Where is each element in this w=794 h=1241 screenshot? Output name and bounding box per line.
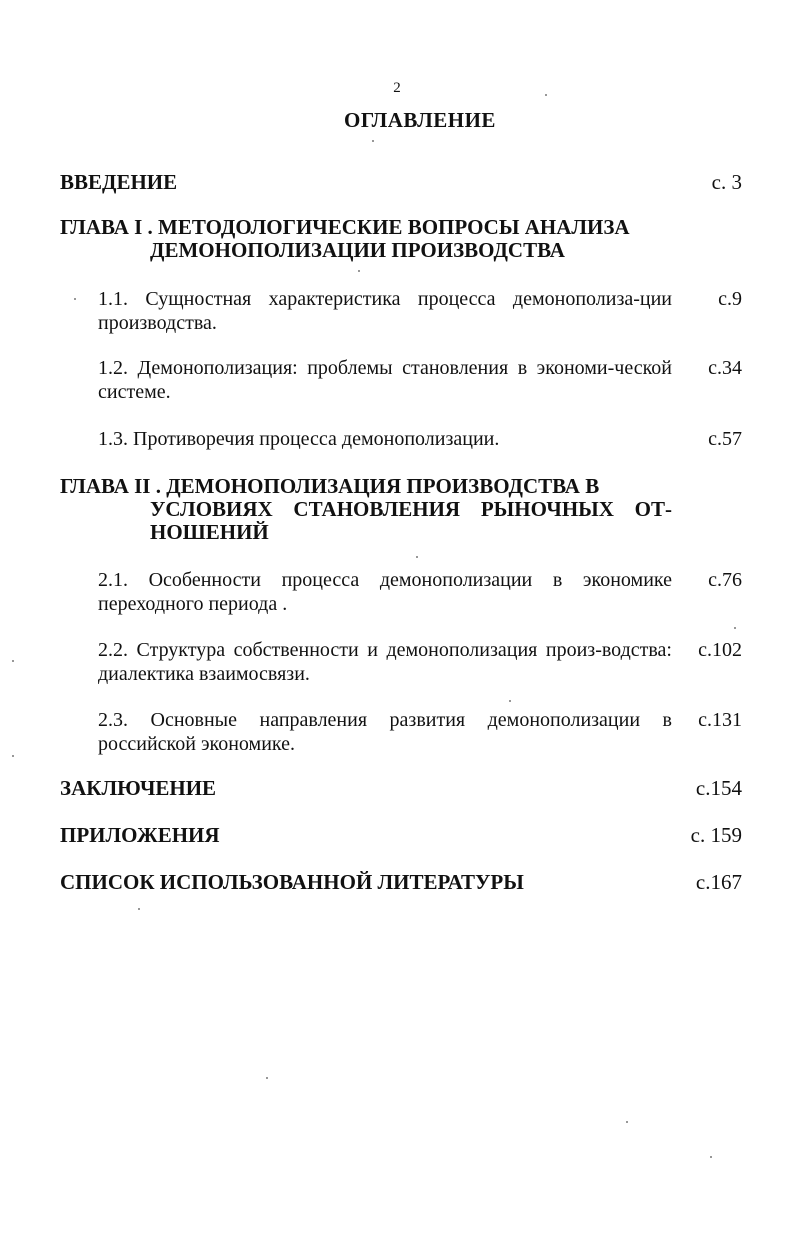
entry-label: СПИСОК ИСПОЛЬЗОВАННОЙ ЛИТЕРАТУРЫ xyxy=(60,870,524,894)
scan-speck xyxy=(710,1156,712,1158)
section-page-ref: с.102 xyxy=(698,639,742,661)
section-label: 1.2. Демонополизация: проблемы становления в экономи-ческой системе. xyxy=(98,357,672,403)
toc-entry-introduction xyxy=(60,170,742,194)
chapter-title xyxy=(60,216,672,262)
toc-chapter-2-heading xyxy=(60,475,742,544)
section-label: 1.1. Сущностная характеристика процесса демонополиза-ции производства. xyxy=(98,288,672,334)
chapter-title-line2: ДЕМОНОПОЛИЗАЦИИ ПРОИЗВОДСТВА xyxy=(150,238,565,262)
toc-entry-conclusion xyxy=(60,776,742,800)
scan-speck xyxy=(372,140,374,142)
chapter-title-line2: УСЛОВИЯХ СТАНОВЛЕНИЯ РЫНОЧНЫХ ОТ-НОШЕНИЙ xyxy=(150,497,672,544)
toc-section-1-1 xyxy=(98,287,742,335)
entry-page-ref: с.167 xyxy=(695,870,742,894)
section-page-ref: с.131 xyxy=(698,709,742,731)
scan-speck xyxy=(626,1121,628,1123)
section-label: 2.3. Основные направления развития демонополизации в российской экономике. xyxy=(98,709,672,755)
toc-section-2-3 xyxy=(98,708,742,756)
scan-speck xyxy=(416,556,418,558)
toc-section-2-1 xyxy=(98,568,742,616)
scan-speck xyxy=(358,270,360,272)
scan-speck xyxy=(266,1077,268,1079)
entry-label: ПРИЛОЖЕНИЯ xyxy=(60,823,220,847)
section-page-ref: с.9 xyxy=(718,288,742,310)
toc-entry-bibliography xyxy=(60,870,742,894)
section-label: 1.3. Противоречия процесса демонополизации. xyxy=(98,428,500,450)
scan-speck xyxy=(74,298,76,300)
toc-chapter-1-heading xyxy=(60,216,742,262)
entry-page-ref: с. 3 xyxy=(711,170,742,194)
toc-section-2-2 xyxy=(98,638,742,686)
section-label: 2.1. Особенности процесса демонополизации в экономике переходного периода . xyxy=(98,569,672,615)
section-label: 2.2. Структура собственности и демонополизация произ-водства: диалектика взаимосвязи. xyxy=(98,639,672,685)
scan-speck xyxy=(545,94,547,96)
scan-speck xyxy=(138,908,140,910)
section-page-ref: с.34 xyxy=(708,357,742,379)
entry-label: ЗАКЛЮЧЕНИЕ xyxy=(60,776,217,800)
section-page-ref: с.76 xyxy=(708,569,742,591)
toc-section-1-3 xyxy=(98,427,742,451)
scan-speck xyxy=(509,700,511,702)
entry-page-ref: с.154 xyxy=(695,776,742,800)
scan-speck xyxy=(12,660,14,662)
entry-label: ВВЕДЕНИЕ xyxy=(60,170,178,194)
chapter-title-line1: ГЛАВА I . МЕТОДОЛОГИЧЕСКИЕ ВОПРОСЫ АНАЛИЗА xyxy=(60,215,630,239)
section-page-ref: с.57 xyxy=(708,428,742,450)
chapter-title-line1: ГЛАВА II . ДЕМОНОПОЛИЗАЦИЯ ПРОИЗВОДСТВА В xyxy=(60,474,600,498)
toc-section-1-2 xyxy=(98,356,742,404)
entry-page-ref: с. 159 xyxy=(690,823,742,847)
scan-speck xyxy=(734,627,736,629)
toc-title: ОГЛАВЛЕНИЕ xyxy=(344,108,496,132)
chapter-title xyxy=(60,475,672,544)
scan-speck xyxy=(12,755,14,757)
toc-entry-appendices xyxy=(60,823,742,847)
page-number: 2 xyxy=(393,80,401,96)
